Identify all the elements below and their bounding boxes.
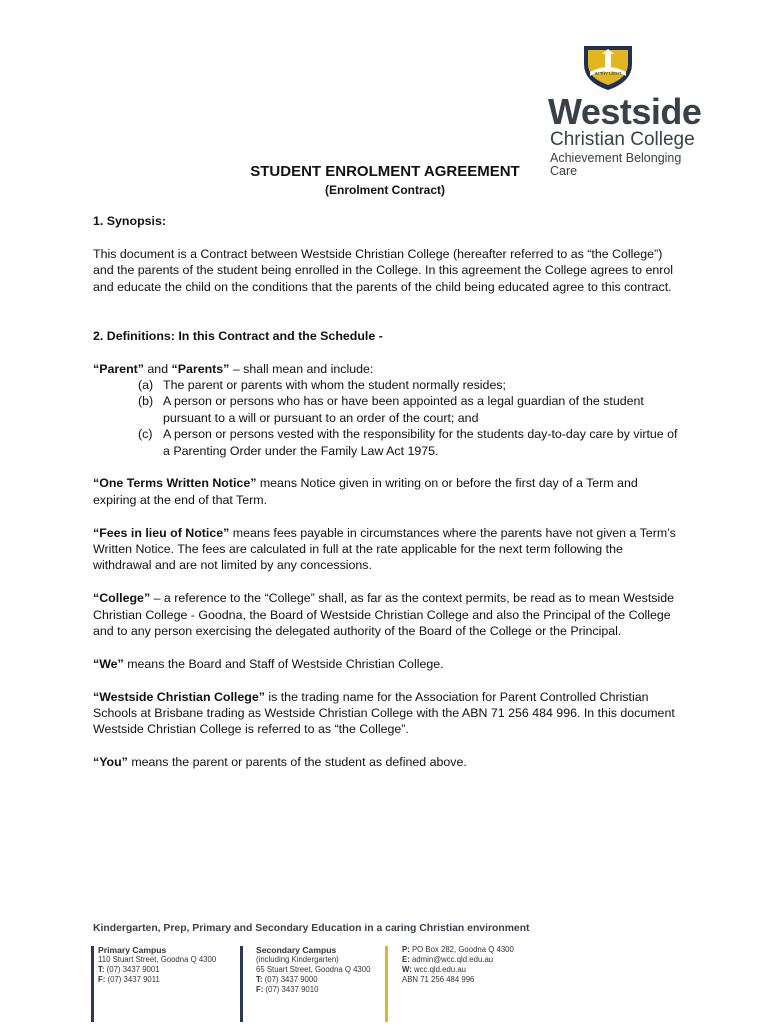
list-item: (b) A person or persons who has or have been appointed as a legal guardian of the student pursuant to a will or pursuant to an order of the court; and: [138, 394, 644, 425]
footer-divider: [91, 946, 94, 1022]
logo-tagline: Achievement Belonging Care: [550, 151, 682, 178]
definition-we: “We” means the Board and Staff of Westside Christian College.: [93, 656, 444, 671]
footer-divider: [385, 946, 388, 1022]
list-item: (c) A person or persons vested with the responsibility for the students day-to-day care by virtue of a Parenting Order under the Family Law Act 1975.: [138, 427, 678, 458]
definition-fees-in-lieu: “Fees in lieu of Notice” means fees payable in circumstances where the parents have not given a Term’s Written Notice. The fees are calculated in full at the rate applicable for the next term following the withdrawal and are not limited by any concessions.: [93, 525, 676, 573]
college-logo: [548, 42, 708, 178]
svg-text:IN THY LIGHT: IN THY LIGHT: [594, 71, 622, 76]
synopsis-text: This document is a Contract between Westside Christian College (hereafter referred to as “the College”) and the parents of the student being enrolled in the College. In this agreement the College agrees to enrol and educate the child on the conditions that the parents of the child being educated agree to this contract.: [93, 246, 673, 294]
document-body: [93, 213, 683, 771]
definition-college: “College” – a reference to the “College” shall, as far as the context permits, be read as to mean Westside Christian College - Goodna, the Board of Westside Christian College and also the Principal of the College and to any person exercising the delegated authority of the Board of the College or the Principal.: [93, 591, 675, 639]
footer-secondary-campus: Secondary Campus (including Kindergarten) 65 Stuart Street, Goodna Q 4300 T: (07) 3437 9000 F: (07) 3437 9010: [256, 945, 371, 994]
logo-subtitle: Christian College: [550, 129, 695, 150]
list-item: (a) The parent or parents with whom the student normally resides;: [138, 378, 506, 393]
definition-written-notice: “One Terms Written Notice” means Notice given in writing on or before the first day of a Term and expiring at the end of that Term.: [93, 476, 638, 507]
document-subtitle: (Enrolment Contract): [325, 183, 445, 197]
logo-name: Westside: [548, 91, 702, 132]
definition-you: “You” means the parent or parents of the student as defined above.: [93, 755, 467, 770]
document-title: STUDENT ENROLMENT AGREEMENT: [250, 163, 520, 180]
footer-primary-campus: Primary Campus 110 Stuart Street, Goodna Q 4300 T: (07) 3437 9001 F: (07) 3437 9011: [98, 945, 217, 984]
crest-icon: [578, 42, 638, 92]
section-2-heading: 2. Definitions: In this Contract and the Schedule -: [93, 328, 383, 343]
footer-tagline: Kindergarten, Prep, Primary and Secondary Education in a caring Christian environment: [93, 923, 530, 934]
definition-westside: “Westside Christian College” is the trading name for the Association for Parent Controlled Christian Schools at Brisbane trading as Westside Christian College with the ABN 71 256 484 996. In this document Westside Christian College is referred to as “the College”.: [93, 689, 675, 737]
footer-divider: [240, 946, 243, 1022]
section-1-heading: 1. Synopsis:: [93, 214, 166, 228]
definition-parent: “Parent” and “Parents” – shall mean and include:: [93, 361, 374, 376]
footer-contact: P: PO Box 282, Goodna Q 4300 E: admin@wcc.qld.edu.au W: wcc.qld.edu.au ABN 71 256 484 996: [402, 945, 514, 984]
